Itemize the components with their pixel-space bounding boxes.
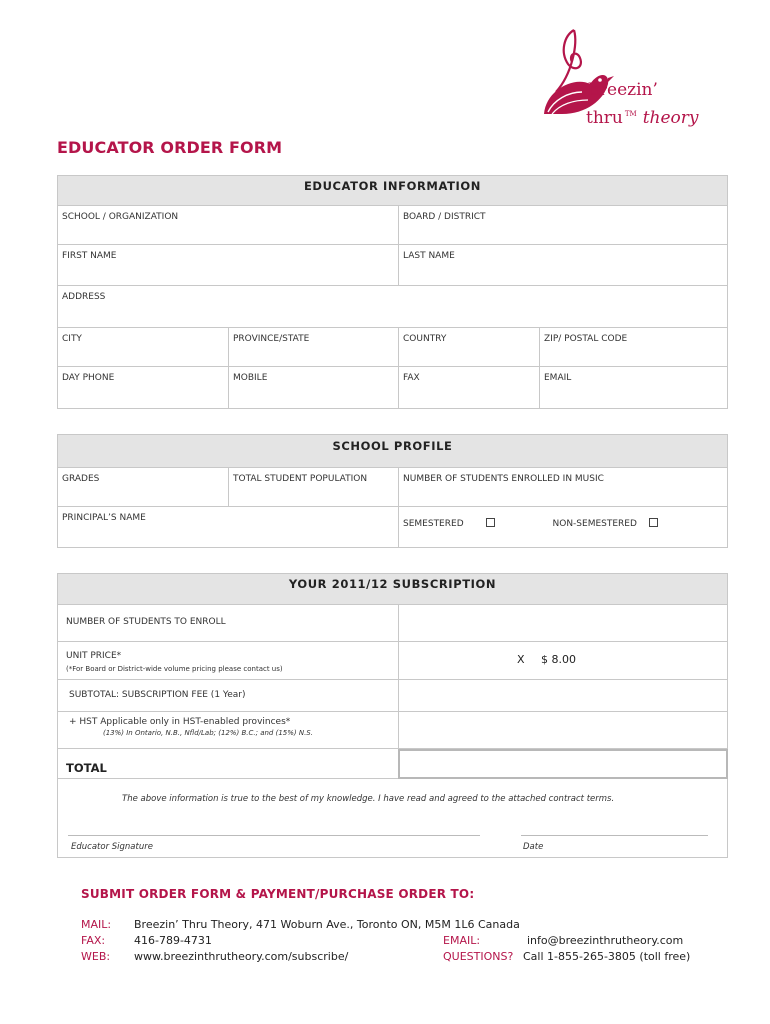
country-field[interactable] [398,328,540,367]
day-phone-field[interactable] [57,367,229,409]
students-music-field[interactable] [398,468,728,507]
non-semestered-label: NON-SEMESTERED [552,519,637,529]
fax-label-contact: FAX: [81,934,106,947]
first-name-field[interactable] [57,245,399,286]
zip-postal-field[interactable] [539,328,728,367]
principal-name-label: PRINCIPAL’S NAME [62,513,146,523]
school-organization-label: SCHOOL / ORGANIZATION [62,212,179,222]
logo-trademark: TM [624,110,637,119]
submit-title: SUBMIT ORDER FORM & PAYMENT/PURCHASE ORDER TO: [81,887,475,901]
mail-label: MAIL: [81,918,112,931]
day-phone-label: DAY PHONE [62,373,115,383]
questions-label: QUESTIONS? [443,950,514,963]
subtotal-row [57,680,399,712]
semestered-option[interactable] [403,519,495,529]
subtotal-label: SUBTOTAL: SUBSCRIPTION FEE (1 Year) [69,690,246,700]
fax-number: 416-789-4731 [134,934,212,947]
unit-price-value: $ 8.00 [541,653,576,666]
hst-input[interactable] [398,712,728,749]
email-label: EMAIL [544,373,572,383]
mobile-label: MOBILE [233,373,268,383]
unit-price-note: (*For Board or District-wide volume pricing please contact us) [66,665,283,673]
email-label-contact: EMAIL: [443,934,481,947]
web-label: WEB: [81,950,111,963]
last-name-label: LAST NAME [403,251,455,261]
email-address-link[interactable]: info@breezinthrutheory.com [527,934,684,947]
hst-note: (13%) In Ontario, N.B., Nfld/Lab; (12%) B.C.; and (15%) N.S. [103,729,313,737]
total-population-label: TOTAL STUDENT POPULATION [233,474,368,484]
last-name-field[interactable] [398,245,728,286]
non-semestered-option[interactable] [553,519,658,529]
total-input[interactable] [398,749,728,779]
logo-text-thru-theory [586,108,699,128]
students-music-label: NUMBER OF STUDENTS ENROLLED IN MUSIC [403,474,604,484]
form-title: EDUCATOR ORDER FORM [57,138,283,157]
board-district-field[interactable] [398,206,728,245]
num-students-row [57,605,399,642]
email-field[interactable] [539,367,728,409]
mail-address: Breezin’ Thru Theory, 471 Woburn Ave., Toronto ON, M5M 1L6 Canada [134,918,520,931]
board-district-label: BOARD / DISTRICT [403,212,486,222]
subtotal-input[interactable] [398,680,728,712]
semestered-checkbox-icon[interactable] [486,518,495,527]
price-multiplier: X [517,653,525,666]
school-profile-header-label: SCHOOL PROFILE [332,439,453,453]
agreement-statement: The above information is true to the best of my knowledge. I have read and agreed to the attached contract terms. [122,794,615,804]
hst-label: + HST Applicable only in HST-enabled provinces* [69,717,291,727]
semester-type-cell [398,507,728,548]
province-state-field[interactable] [228,328,399,367]
educator-info-header-label: EDUCATOR INFORMATION [303,179,482,193]
fax-field[interactable] [398,367,540,409]
subscription-header-label: YOUR 2011/12 SUBSCRIPTION [288,577,497,591]
country-label: COUNTRY [403,334,447,344]
subscription-header [57,573,728,605]
grades-label: GRADES [62,474,100,484]
province-state-label: PROVINCE/STATE [233,334,310,344]
educator-signature-line[interactable] [68,835,480,836]
total-label: TOTAL [66,761,107,775]
logo-text-breezin: breezin’ [588,80,658,100]
web-url-link[interactable]: www.breezinthrutheory.com/subscribe/ [134,950,349,963]
address-field[interactable] [57,286,728,328]
city-label: CITY [62,334,82,344]
mobile-field[interactable] [228,367,399,409]
date-line[interactable] [521,835,708,836]
school-organization-field[interactable] [57,206,399,245]
educator-signature-label: Educator Signature [71,842,153,852]
total-population-field[interactable] [228,468,399,507]
hst-row [57,712,399,749]
first-name-label: FIRST NAME [62,251,117,261]
unit-price-row [57,642,399,680]
address-label: ADDRESS [62,292,106,302]
logo-text-thru: thru [586,108,623,128]
grades-field[interactable] [57,468,229,507]
signature-box [57,779,728,858]
principal-name-field[interactable] [57,507,399,548]
non-semestered-checkbox-icon[interactable] [649,518,658,527]
logo-text-theory: theory [642,108,699,128]
semestered-label: SEMESTERED [403,519,464,529]
unit-price-label: UNIT PRICE* [66,651,122,661]
questions-phone: Call 1-855-265-3805 (toll free) [523,950,691,963]
zip-postal-label: ZIP/ POSTAL CODE [544,334,628,344]
city-field[interactable] [57,328,229,367]
date-label: Date [523,842,544,852]
school-profile-header [57,434,728,468]
fax-label: FAX [403,373,420,383]
total-row [57,749,399,779]
num-students-input[interactable] [398,605,728,642]
num-students-label: NUMBER OF STUDENTS TO ENROLL [66,617,226,627]
educator-info-header [57,175,728,206]
